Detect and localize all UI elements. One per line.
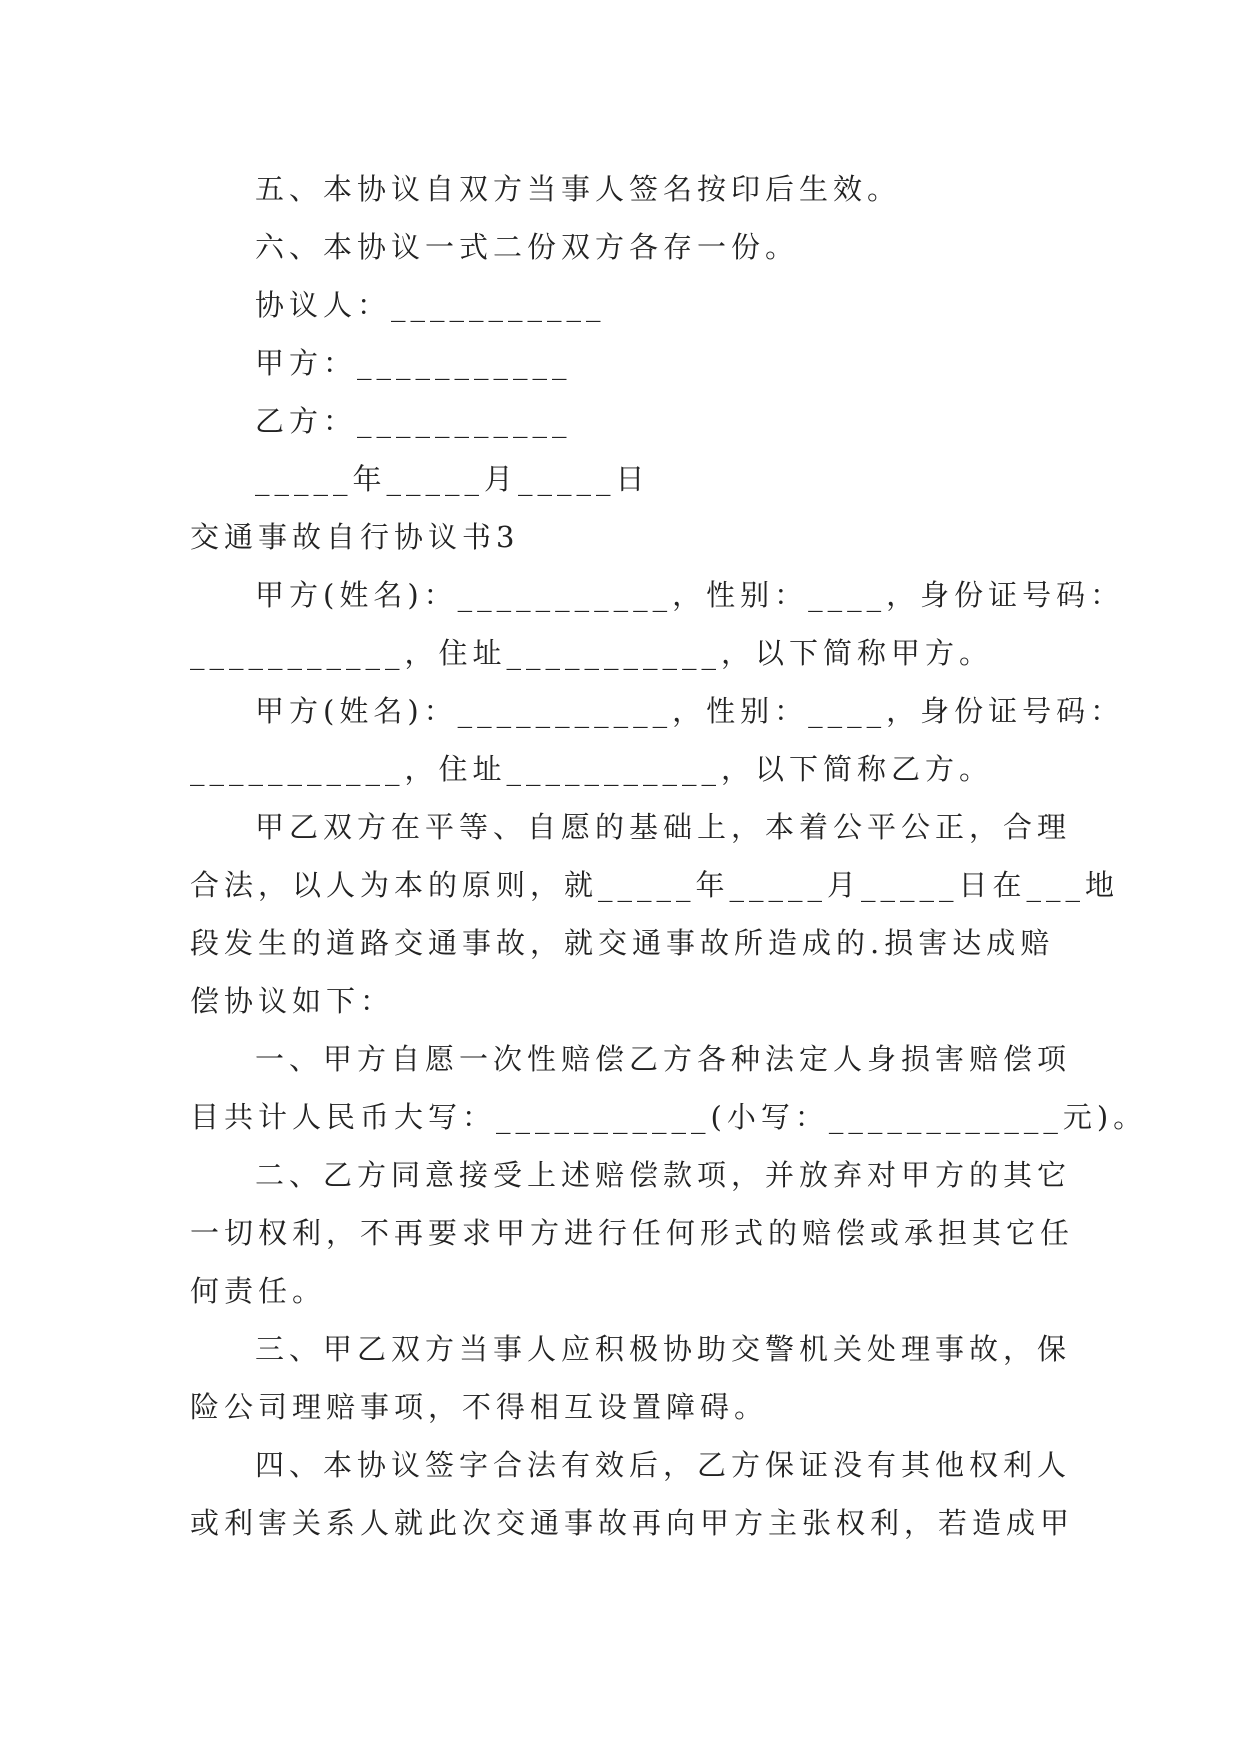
party-b-info-line-1: 甲方(姓名)：___________，性别：____，身份证号码： — [255, 694, 1125, 728]
party-b-info-line-2: ___________，住址___________，以下简称乙方。 — [190, 752, 994, 786]
preamble-line-3: 段发生的道路交通事故，就交通事故所造成的.损害达成赔 — [190, 926, 1055, 960]
clause-2-line-1: 二、乙方同意接受上述赔偿款项，并放弃对甲方的其它 — [255, 1158, 1072, 1192]
section-title: 交通事故自行协议书3 — [190, 520, 520, 554]
clause-3-line-1: 三、甲乙双方当事人应积极协助交警机关处理事故，保 — [255, 1332, 1072, 1366]
clause-1-line-2: 目共计人民币大写：___________(小写：____________元)。 — [190, 1100, 1148, 1134]
date-line: _____年_____月_____日 — [255, 462, 650, 496]
clause-2-line-3: 何责任。 — [190, 1274, 327, 1308]
party-a-info-line-1: 甲方(姓名)：___________，性别：____，身份证号码： — [255, 578, 1125, 612]
preamble-line-1: 甲乙双方在平等、自愿的基础上，本着公平公正，合理 — [255, 810, 1072, 844]
party-b-signature-line: 乙方：___________ — [255, 404, 572, 438]
clause-4-line-1: 四、本协议签字合法有效后，乙方保证没有其他权利人 — [255, 1448, 1072, 1482]
clause-4-line-2: 或利害关系人就此次交通事故再向甲方主张权利，若造成甲 — [190, 1506, 1075, 1540]
clause-6: 六、本协议一式二份双方各存一份。 — [255, 230, 800, 264]
clause-5: 五、本协议自双方当事人签名按印后生效。 — [255, 172, 902, 206]
signatory-line: 协议人：___________ — [255, 288, 606, 322]
preamble-line-2: 合法，以人为本的原则，就_____年_____月_____日在___地 — [190, 868, 1120, 902]
clause-2-line-2: 一切权利，不再要求甲方进行任何形式的赔偿或承担其它任 — [190, 1216, 1075, 1250]
preamble-line-4: 偿协议如下： — [190, 984, 395, 1018]
party-a-info-line-2: ___________，住址___________，以下简称甲方。 — [190, 636, 994, 670]
document-body — [190, 160, 1148, 1552]
clause-1-line-1: 一、甲方自愿一次性赔偿乙方各种法定人身损害赔偿项 — [255, 1042, 1072, 1076]
party-a-signature-line: 甲方：___________ — [255, 346, 572, 380]
clause-3-line-2: 险公司理赔事项，不得相互设置障碍。 — [190, 1390, 769, 1424]
